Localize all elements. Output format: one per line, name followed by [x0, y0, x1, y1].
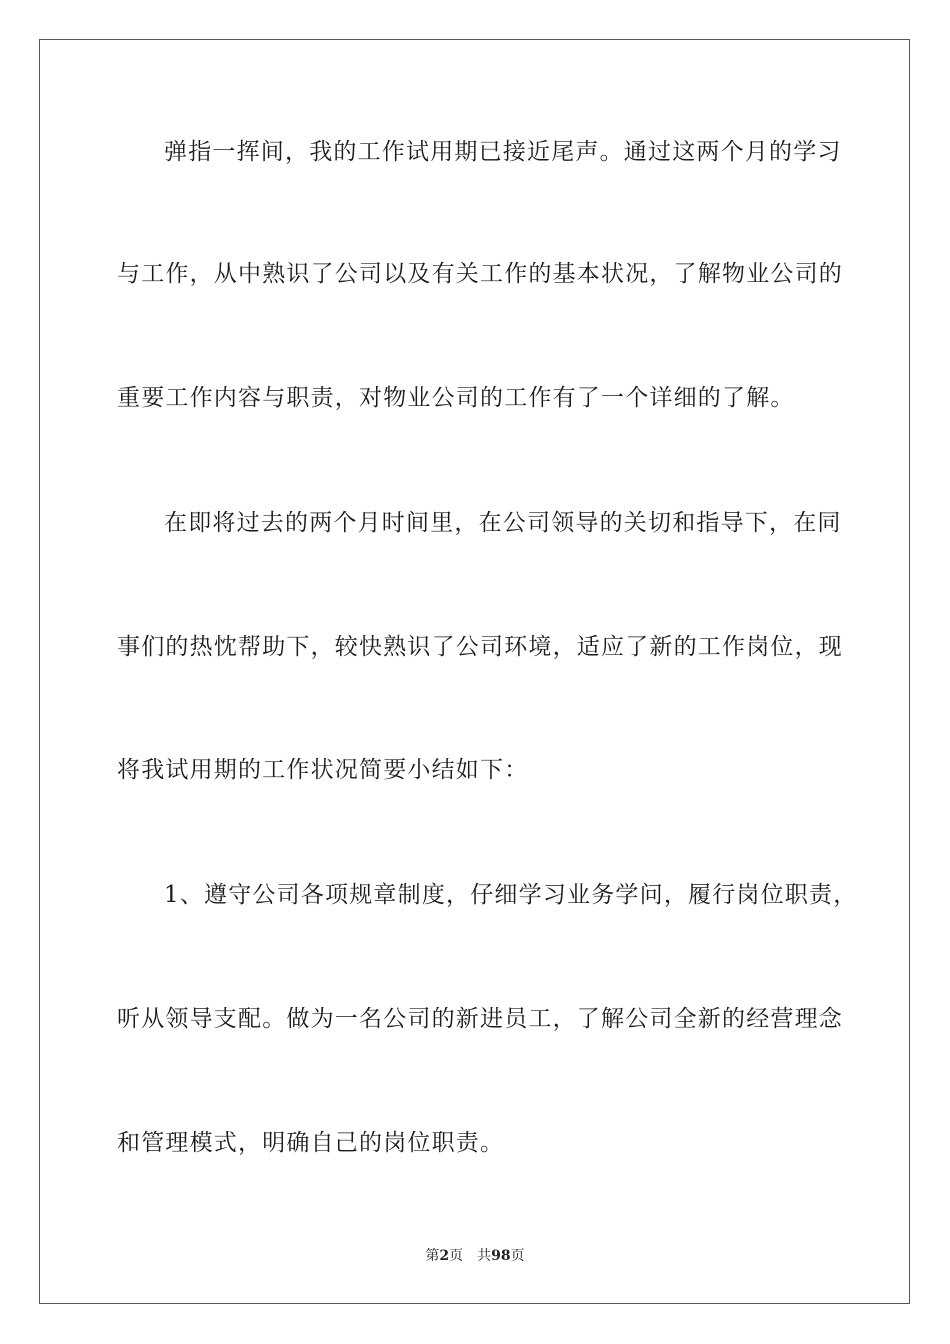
paragraph-2-line-2: 事们的热忱帮助下，较快熟识了公司环境，适应了新的工作岗位，现: [117, 634, 843, 660]
paragraph-3-line-2: 听从领导支配。做为一名公司的新进员工，了解公司全新的经营理念: [117, 1006, 843, 1032]
total-suffix: 页: [510, 1248, 525, 1264]
page-suffix: 页: [449, 1248, 464, 1264]
page-footer: [0, 1247, 950, 1265]
page-border: [39, 39, 910, 1304]
paragraph-3-line-1: 1、遵守公司各项规章制度，仔细学习业务学问，履行岗位职责，: [164, 882, 858, 908]
paragraph-2-line-1: 在即将过去的两个月时间里，在公司领导的关切和指导下，在同: [164, 510, 842, 536]
paragraph-2-line-3: 将我试用期的工作状况简要小结如下：: [117, 757, 529, 783]
total-pages: 98: [491, 1248, 511, 1264]
paragraph-1-line-2: 与工作，从中熟识了公司以及有关工作的基本状况，了解物业公司的: [117, 261, 843, 287]
total-prefix: 共: [477, 1248, 492, 1264]
paragraph-3-line-3: 和管理模式，明确自己的岗位职责。: [117, 1130, 505, 1156]
paragraph-1-line-1: 弹指一挥间，我的工作试用期已接近尾声。通过这两个月的学习: [164, 139, 842, 165]
page-number: 2: [439, 1248, 450, 1264]
page-prefix: 第: [425, 1248, 440, 1264]
paragraph-1-line-3: 重要工作内容与职责，对物业公司的工作有了一个详细的了解。: [117, 385, 795, 411]
